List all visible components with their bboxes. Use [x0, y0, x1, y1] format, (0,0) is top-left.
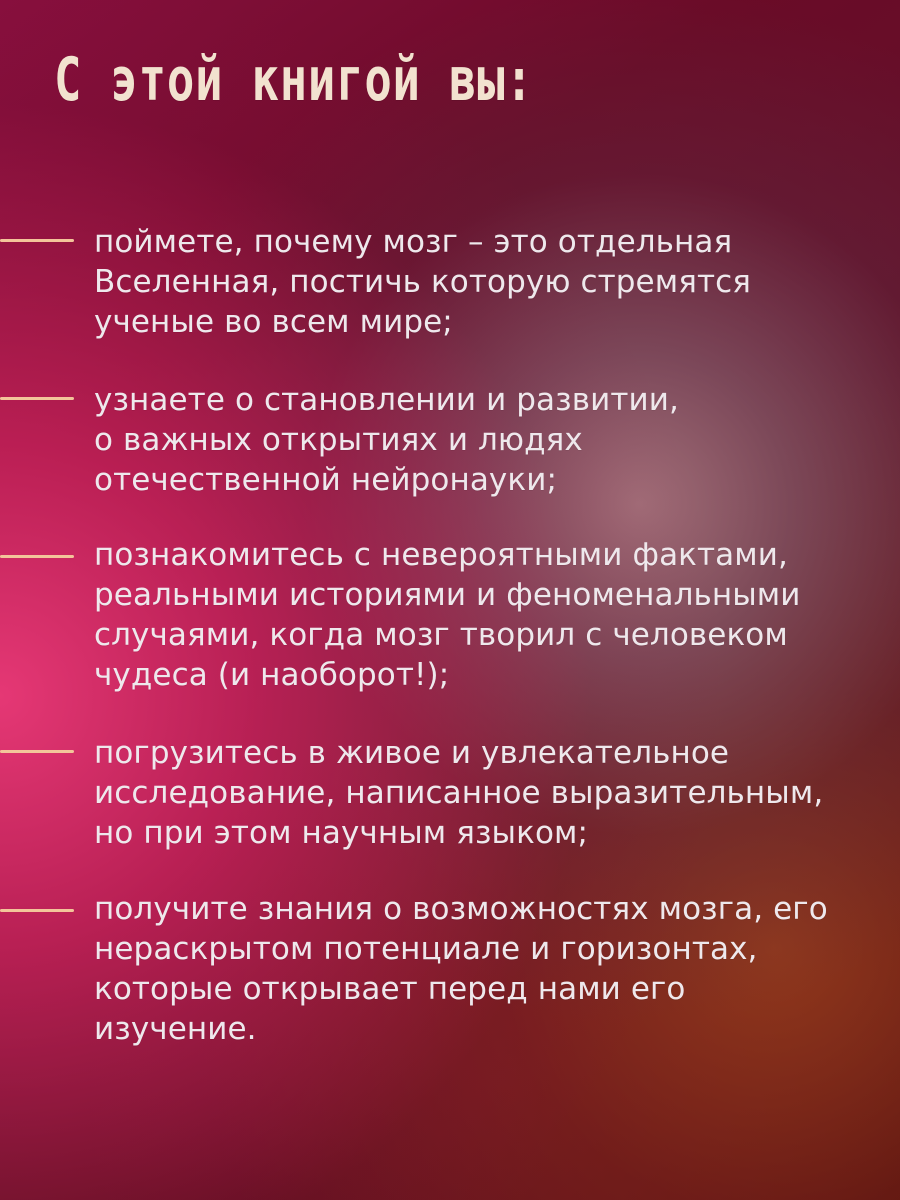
benefit-item-3-line-2: реальными историями и феноменальными — [94, 577, 801, 613]
benefit-item-5 — [94, 889, 854, 1049]
benefit-item-3-line-1: познакомитесь с невероятными фактами, — [94, 537, 788, 573]
bullet-dash-4 — [0, 750, 74, 753]
benefit-item-3-line-4: чудеса (и наоборот!); — [94, 657, 450, 693]
benefit-item-2 — [94, 380, 854, 500]
bullet-dash-2 — [0, 397, 74, 400]
bullet-dash-5 — [0, 909, 74, 912]
benefit-item-5-line-1: получите знания о возможностях мозга, его — [94, 891, 828, 927]
benefit-item-2-line-1: узнаете о становлении и развитии, — [94, 382, 679, 418]
benefit-item-4-line-1: погрузитесь в живое и увлекательное — [94, 735, 730, 771]
benefit-item-2-line-2: о важных открытиях и людях — [94, 422, 583, 458]
benefit-item-1-line-1: поймете, почему мозг – это отдельная — [94, 224, 733, 260]
bullet-dash-3 — [0, 555, 74, 558]
page-heading: С этой книгой вы: — [54, 45, 534, 115]
benefit-item-1-line-3: ученые во всем мире; — [94, 304, 453, 340]
benefit-item-5-line-2: нераскрытом потенциале и горизонтах, — [94, 931, 758, 967]
benefit-item-4-line-2: исследование, написанное выразительным, — [94, 775, 824, 811]
benefit-item-3-line-3: случаями, когда мозг творил с человеком — [94, 617, 788, 653]
benefit-item-4 — [94, 733, 854, 853]
benefit-item-4-line-3: но при этом научным языком; — [94, 815, 589, 851]
benefit-item-2-line-3: отечественной нейронауки; — [94, 462, 557, 498]
benefit-item-5-line-3: которые открывает перед нами его — [94, 971, 686, 1007]
bullet-dash-1 — [0, 239, 74, 242]
benefit-item-5-line-4: изучение. — [94, 1011, 257, 1047]
benefit-item-1 — [94, 222, 854, 342]
benefit-item-3 — [94, 535, 854, 695]
benefit-item-1-line-2: Вселенная, постичь которую стремятся — [94, 264, 752, 300]
